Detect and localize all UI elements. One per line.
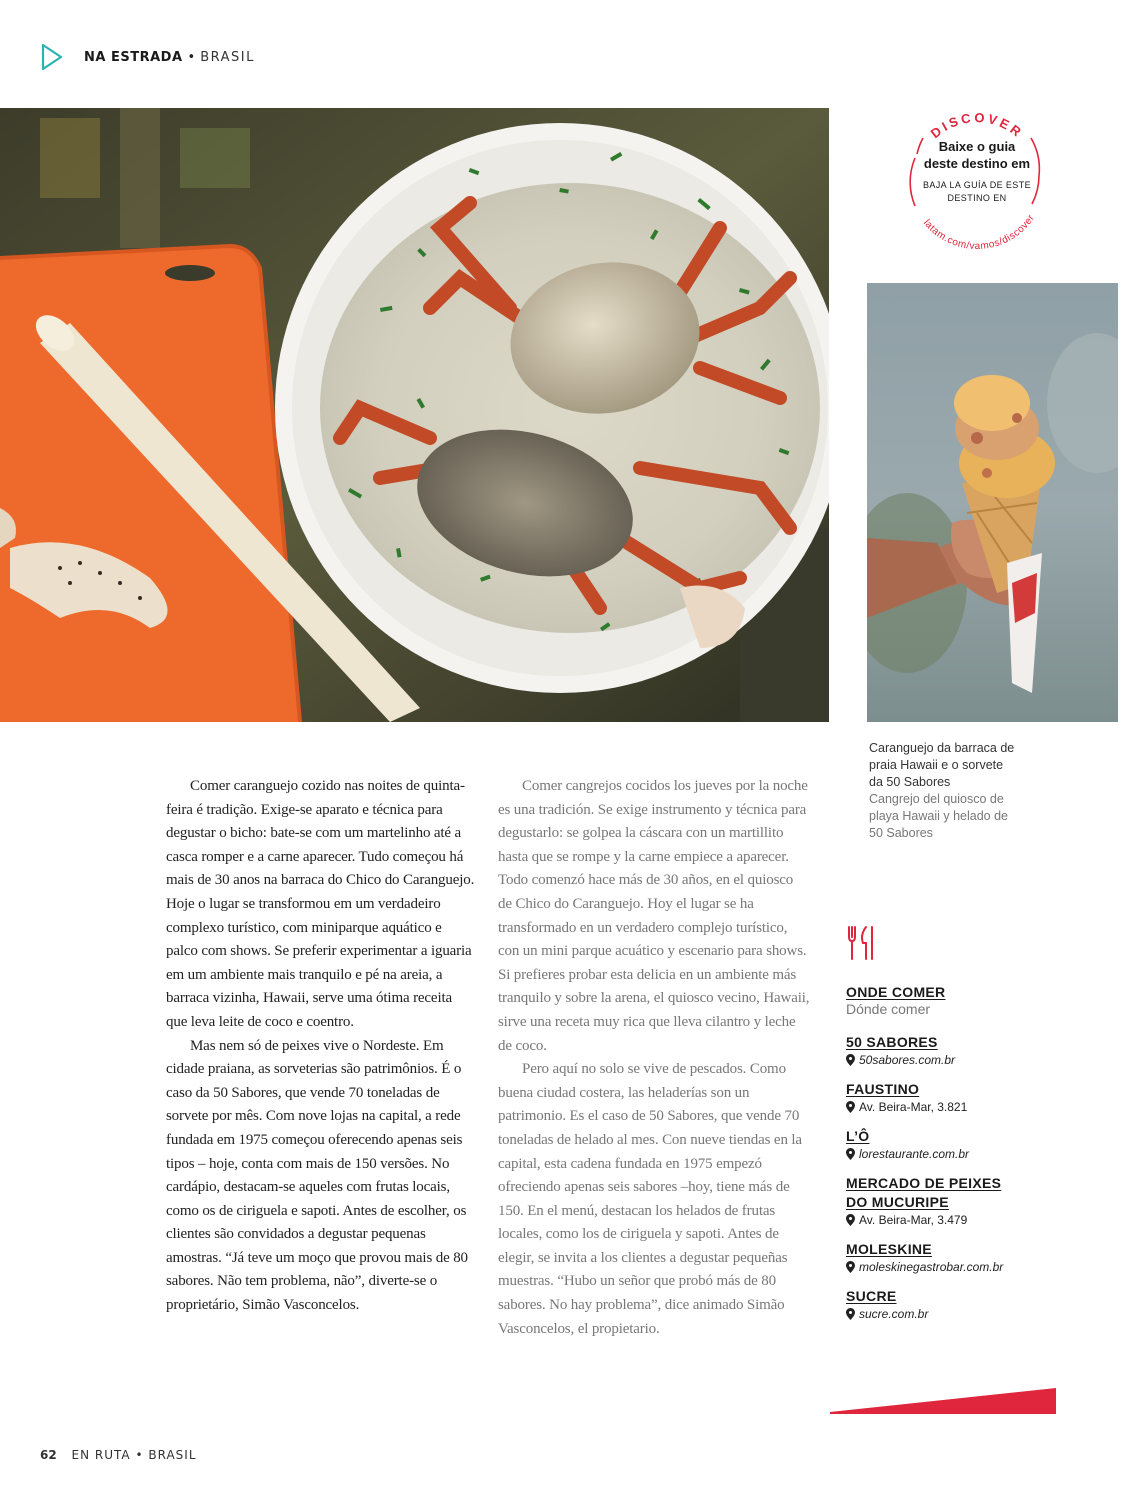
paragraph: Comer cangrejos cocidos los jueves por la noche es una tradición. Se exige instrumento y técnica para degustarlo: se golpea la cáscara con un martillito hasta que se rompe y la carne empiece a aparecer. Todo comenzó hace más de 30 años, en el quiosco de Chico do Caranguejo. Hoy el lugar se ha transformado en un verdadero complejo turístico, con un mini parque acuático y escenario para shows. Si prefieres probar esta delicia en un ambiente más tranquilo y sobre la arena, el quiosco vecino, Hawaii, sirve una receta muy rica que lleva cilantro y leche de coco.: [498, 778, 810, 1054]
paragraph: Comer caranguejo cozido nas noites de quinta-feira é tradição. Exige-se aparato e técnica para degustar o bicho: bate-se com um martelinho até a casca romper e a carne aparecer. Tudo começou há mais de 30 anos na barraca do Chico do Caranguejo. Hoje o lugar se transformou em um verdadeiro complexo turístico, com miniparque aquático e palco com shows. Se preferir experimentar a iguaria em um ambiente mais tranquilo e pé na areia, a barraca vizinha, Hawaii, serve uma ótima receita que leva leite de coco e coentro.: [166, 778, 475, 1030]
sidebar-subtitle: Dónde comer: [846, 1001, 931, 1017]
fork-knife-icon: [846, 925, 876, 961]
discover-arc-label: DISCOVER: [927, 109, 1027, 142]
venue-website[interactable]: [846, 1147, 1056, 1161]
discover-subtitle-line2: DESTINO EN: [947, 193, 1007, 203]
ice-cream-photo: [867, 283, 1118, 722]
page-footer: [40, 1448, 197, 1462]
venue-name: L’Ô: [846, 1128, 870, 1144]
location-pin-icon: [846, 1148, 855, 1160]
venue-website[interactable]: [846, 1053, 1056, 1067]
venue-address: [846, 1100, 1056, 1114]
footer-country: BRASIL: [148, 1448, 197, 1462]
venue-address: [846, 1213, 1056, 1227]
location-pin-icon: [846, 1101, 855, 1113]
venue-item: [846, 1174, 1056, 1227]
photo-caption: [869, 740, 1019, 842]
discover-title: [897, 138, 1057, 172]
venue-item: [846, 1033, 1056, 1067]
venue-name: FAUSTINO: [846, 1081, 920, 1097]
header-separator: •: [187, 49, 196, 65]
caption-pt: Caranguejo da barraca de praia Hawaii e o sorvete da 50 Sabores: [869, 741, 1015, 789]
paragraph: Pero aquí no solo se vive de pescados. Como buena ciudad costera, las heladerías son un patrimonio. Es el caso de 50 Sabores, que vende 70 toneladas de helado al mes. Con nueve tiendas en la capital, esta cadena fundada en 1975 empezó ofreciendo apenas seis sabores –hoy, tiene más de 150. En el menú, destacan los helados de frutas locales, como los de ciriguela y sapoti. Antes de elegir, se invita a los clientes a degustar pequeñas muestras. “Hubo un señor que probó más de 80 sabores. No hay problema”, dice animado Simão Vasconcelos, el propietario.: [498, 1061, 802, 1337]
venue-name: SUCRE: [846, 1288, 897, 1304]
crab-photo: [0, 108, 829, 722]
discover-url[interactable]: latam.com/vamos/discover: [920, 212, 1038, 253]
header-country: BRASIL: [200, 49, 255, 65]
venue-info-text: Av. Beira-Mar, 3.479: [859, 1213, 968, 1227]
venue-info-text[interactable]: sucre.com.br: [859, 1307, 929, 1321]
page-number: 62: [40, 1448, 57, 1462]
venue-info-text: Av. Beira-Mar, 3.821: [859, 1100, 968, 1114]
venue-name: MOLESKINE: [846, 1241, 932, 1257]
venue-item: [846, 1240, 1056, 1274]
venue-website[interactable]: [846, 1260, 1056, 1274]
discover-badge[interactable]: [897, 96, 1057, 256]
article-column-es: [498, 775, 810, 1341]
location-pin-icon: [846, 1214, 855, 1226]
location-pin-icon: [846, 1054, 855, 1066]
venue-name: MERCADO DE PEIXES DO MUCURIPE: [846, 1175, 1002, 1210]
where-to-eat-sidebar: [846, 925, 1056, 1334]
venue-item: [846, 1287, 1056, 1321]
discover-title-line1: Baixe o guia: [938, 139, 1016, 154]
discover-subtitle-line1: BAJA LA GUÍA DE ESTE: [922, 180, 1032, 190]
discover-subtitle: [897, 179, 1057, 205]
play-icon: [40, 43, 64, 71]
venue-info-text[interactable]: 50sabores.com.br: [859, 1053, 956, 1067]
section-title: NA ESTRADA: [84, 49, 183, 65]
venue-info-text[interactable]: lorestaurante.com.br: [859, 1147, 970, 1161]
caption-es: Cangrejo del quiosco de playa Hawaii y helado de 50 Sabores: [869, 792, 1008, 840]
venue-name: 50 SABORES: [846, 1034, 938, 1050]
discover-title-line2: deste destino em: [923, 156, 1031, 171]
footer-separator: •: [135, 1448, 144, 1462]
red-wedge-divider: [830, 1388, 1056, 1414]
venue-info-text[interactable]: moleskinegastrobar.com.br: [859, 1260, 1004, 1274]
location-pin-icon: [846, 1261, 855, 1273]
article-column-pt: [166, 775, 476, 1318]
venue-website[interactable]: [846, 1307, 1056, 1321]
venue-item: [846, 1080, 1056, 1114]
location-pin-icon: [846, 1308, 855, 1320]
sidebar-title: ONDE COMER: [846, 984, 946, 1000]
venue-item: [846, 1127, 1056, 1161]
page-header: [40, 42, 255, 72]
magazine-name: EN RUTA: [71, 1448, 131, 1462]
paragraph: Mas nem só de peixes vive o Nordeste. Em cidade praiana, as sorveterias são patrimônios. É o caso da 50 Sabores, que vende 70 toneladas de sorvete por mês. Com nove lojas na capital, a rede fundada em 1975 começou oferecendo apenas seis tipos – hoje, conta com mais de 150 versões. No cardápio, destacam-se aqueles com frutas locais, como os de ciriguela e sapoti. Antes de escolher, os clientes são convidados a degustar pequenas amostras. “Já teve um moço que provou mais de 80 sabores. Não tem problema, não”, diverte-se o proprietário, Simão Vasconcelos.: [166, 1037, 468, 1314]
